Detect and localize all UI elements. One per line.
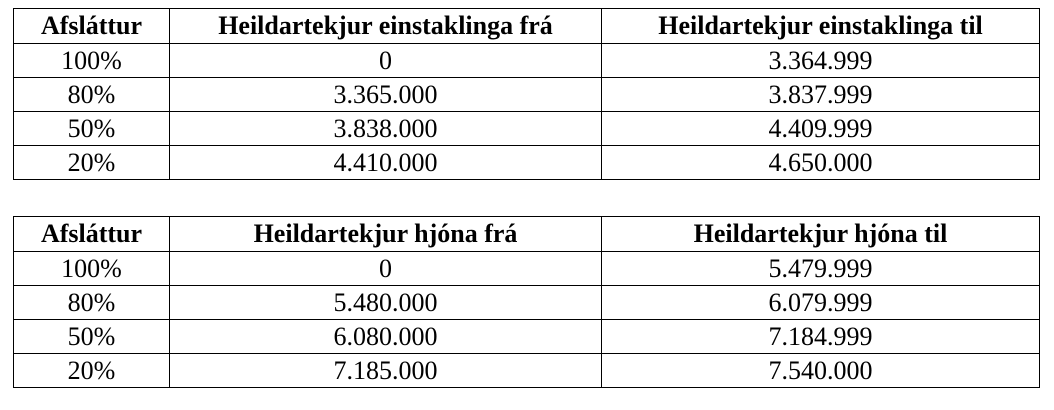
cell-discount: 100%: [14, 252, 170, 286]
cell-income-to: 6.079.999: [602, 286, 1040, 320]
cell-income-to: 7.540.000: [602, 354, 1040, 388]
cell-income-from: 3.365.000: [170, 78, 602, 112]
table-row: [14, 286, 1040, 320]
header-discount: Afsláttur: [14, 9, 170, 44]
discount-table-individuals: [13, 8, 1040, 180]
table-row: [14, 320, 1040, 354]
cell-income-from: 3.838.000: [170, 112, 602, 146]
cell-income-from: 0: [170, 44, 602, 78]
header-discount: Afsláttur: [14, 217, 170, 252]
table-row: [14, 112, 1040, 146]
cell-discount: 100%: [14, 44, 170, 78]
cell-income-to: 4.650.000: [602, 146, 1040, 180]
table-row: [14, 44, 1040, 78]
cell-income-to: 5.479.999: [602, 252, 1040, 286]
header-income-from: Heildartekjur einstaklinga frá: [170, 9, 602, 44]
cell-income-to: 3.837.999: [602, 78, 1040, 112]
header-row: [14, 217, 1040, 252]
cell-income-from: 0: [170, 252, 602, 286]
header-income-from: Heildartekjur hjóna frá: [170, 217, 602, 252]
cell-income-to: 3.364.999: [602, 44, 1040, 78]
cell-discount: 50%: [14, 112, 170, 146]
cell-income-from: 4.410.000: [170, 146, 602, 180]
header-income-to: Heildartekjur einstaklinga til: [602, 9, 1040, 44]
cell-income-from: 6.080.000: [170, 320, 602, 354]
cell-discount: 20%: [14, 146, 170, 180]
table-row: [14, 252, 1040, 286]
cell-discount: 80%: [14, 286, 170, 320]
header-income-to: Heildartekjur hjóna til: [602, 217, 1040, 252]
cell-income-from: 7.185.000: [170, 354, 602, 388]
cell-discount: 50%: [14, 320, 170, 354]
cell-discount: 80%: [14, 78, 170, 112]
table-row: [14, 354, 1040, 388]
cell-income-to: 7.184.999: [602, 320, 1040, 354]
table-row: [14, 146, 1040, 180]
cell-income-from: 5.480.000: [170, 286, 602, 320]
header-row: [14, 9, 1040, 44]
cell-income-to: 4.409.999: [602, 112, 1040, 146]
discount-table-couples: [13, 216, 1040, 388]
cell-discount: 20%: [14, 354, 170, 388]
table-row: [14, 78, 1040, 112]
